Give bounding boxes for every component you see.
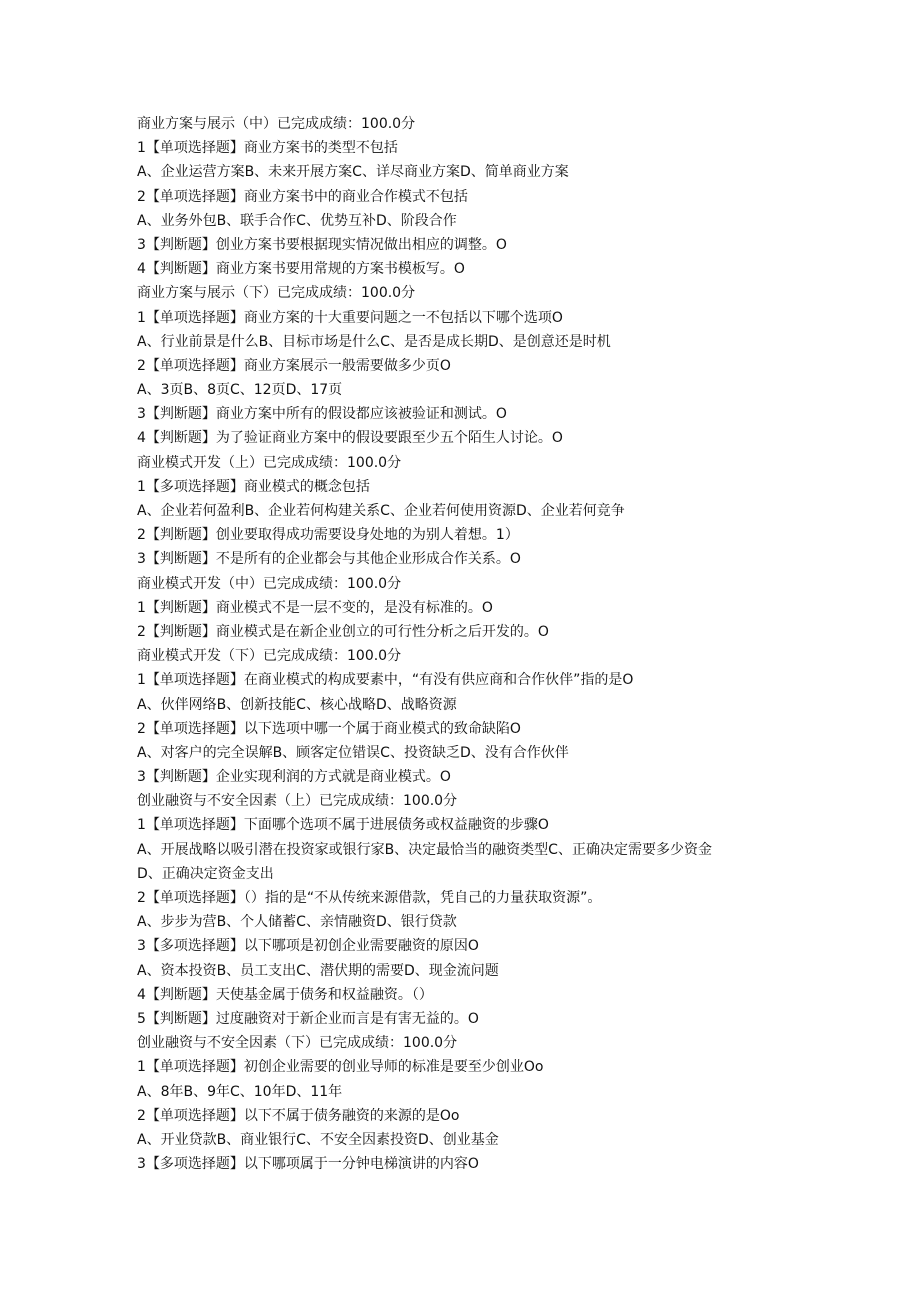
answer-options-line: A、伙伴网络B、创新技能C、核心战略D、战略资源 [137,696,457,713]
answer-options-line: A、业务外包B、联手合作C、优势互补D、阶段合作 [137,212,457,229]
answer-options-line: A、开业贷款B、商业银行C、不安全因素投资D、创业基金 [137,1131,499,1148]
answer-options-line: A、开展战略以吸引潜在投资家或银行家B、决定最恰当的融资类型C、正确决定需要多少资金 [137,841,712,858]
question-line: 1【单项选择题】商业方案的十大重要问题之一不包括以下哪个选项O [137,309,563,326]
question-line: 1【判断题】商业模式不是一层不变的，是没有标准的。O [137,599,493,616]
question-line: 1【单项选择题】在商业模式的构成要素中，“有没有供应商和合作伙伴”指的是O [137,672,634,689]
question-line: 3【判断题】不是所有的企业都会与其他企业形成合作关系。O [137,551,521,568]
question-line: 3【判断题】商业方案中所有的假设都应该被验证和测试。O [137,406,507,423]
question-line: 3【判断题】企业实现利润的方式就是商业模式。O [137,769,451,786]
answer-options-line: A、企业若何盈利B、企业若何构建关系C、企业若何使用资源D、企业若何竞争 [137,503,625,519]
answer-options-line: A、企业运营方案B、未来开展方案C、详尽商业方案D、简单商业方案 [137,164,569,181]
question-line: 1【多项选择题】商业模式的概念包括 [137,478,370,495]
question-line: 4【判断题】天使基金属于债务和权益融资。（） [137,986,433,1003]
question-line: 1【单项选择题】商业方案书的类型不包括 [137,140,398,157]
answer-options-line: A、行业前景是什么B、目标市场是什么C、是否是成长期D、是创意还是时机 [137,333,611,350]
section-heading: 商业方案与展示（下）已完成成绩：100.0分 [137,285,416,302]
question-line: 2【单项选择题】商业方案书中的商业合作模式不包括 [137,188,468,205]
question-line: 4【判断题】商业方案书要用常规的方案书模板写。O [137,261,465,278]
answer-options-line: A、3页B、8页C、12页D、17页 [137,382,343,399]
answer-options-line: A、步步为营B、个人储蓄C、亲情融资D、银行贷款 [137,914,457,931]
section-heading: 创业融资与不安全因素（下）已完成成绩：100.0分 [137,1035,458,1052]
section-heading: 商业模式开发（中）已完成成绩：100.0分 [137,575,402,592]
question-line: 2【判断题】创业要取得成功需要设身处地的为别人着想。1） [137,527,519,544]
document-body [137,112,787,1176]
question-line: 2【单项选择题】以下不属于债务融资的来源的是Oo [137,1107,460,1124]
answer-options-line: A、资本投资B、员工支出C、潜伏期的需要D、现金流问题 [137,962,499,979]
answer-options-line: A、对客户的完全误解B、顾客定位错误C、投资缺乏D、没有合作伙伴 [137,744,569,761]
question-line: 1【单项选择题】下面哪个选项不属于进展债务或权益融资的步骤O [137,817,549,834]
section-heading: 商业方案与展示（中）已完成成绩：100.0分 [137,116,416,132]
question-line: 4【判断题】为了验证商业方案中的假设要跟至少五个陌生人讨论。O [137,430,563,447]
question-line: 3【多项选择题】以下哪项是初创企业需要融资的原因O [137,938,479,955]
question-line: 3【判断题】创业方案书要根据现实情况做出相应的调整。O [137,236,507,253]
question-line: 1【单项选择题】初创企业需要的创业导师的标准是要至少创业Oo [137,1059,544,1076]
question-line: 2【判断题】商业模式是在新企业创立的可行性分析之后开发的。O [137,623,549,640]
answer-options-line: D、正确决定资金支出 [137,865,274,882]
question-line: 2【单项选择题】以下选项中哪一个属于商业模式的致命缺陷O [137,720,521,737]
section-heading: 商业模式开发（下）已完成成绩：100.0分 [137,648,402,665]
question-line: 5【判断题】过度融资对于新企业而言是有害无益的。O [137,1010,479,1027]
question-line: 2【单项选择题】商业方案展示一般需要做多少页O [137,357,451,374]
section-heading: 创业融资与不安全因素（上）已完成成绩：100.0分 [137,793,458,810]
section-heading: 商业模式开发（上）已完成成绩：100.0分 [137,454,402,471]
question-line: 3【多项选择题】以下哪项属于一分钟电梯演讲的内容O [137,1156,479,1173]
answer-options-line: A、8年B、9年C、10年D、11年 [137,1083,343,1100]
question-line: 2【单项选择题】（）指的是“不从传统来源借款，凭自己的力量获取资源”。 [137,890,602,906]
